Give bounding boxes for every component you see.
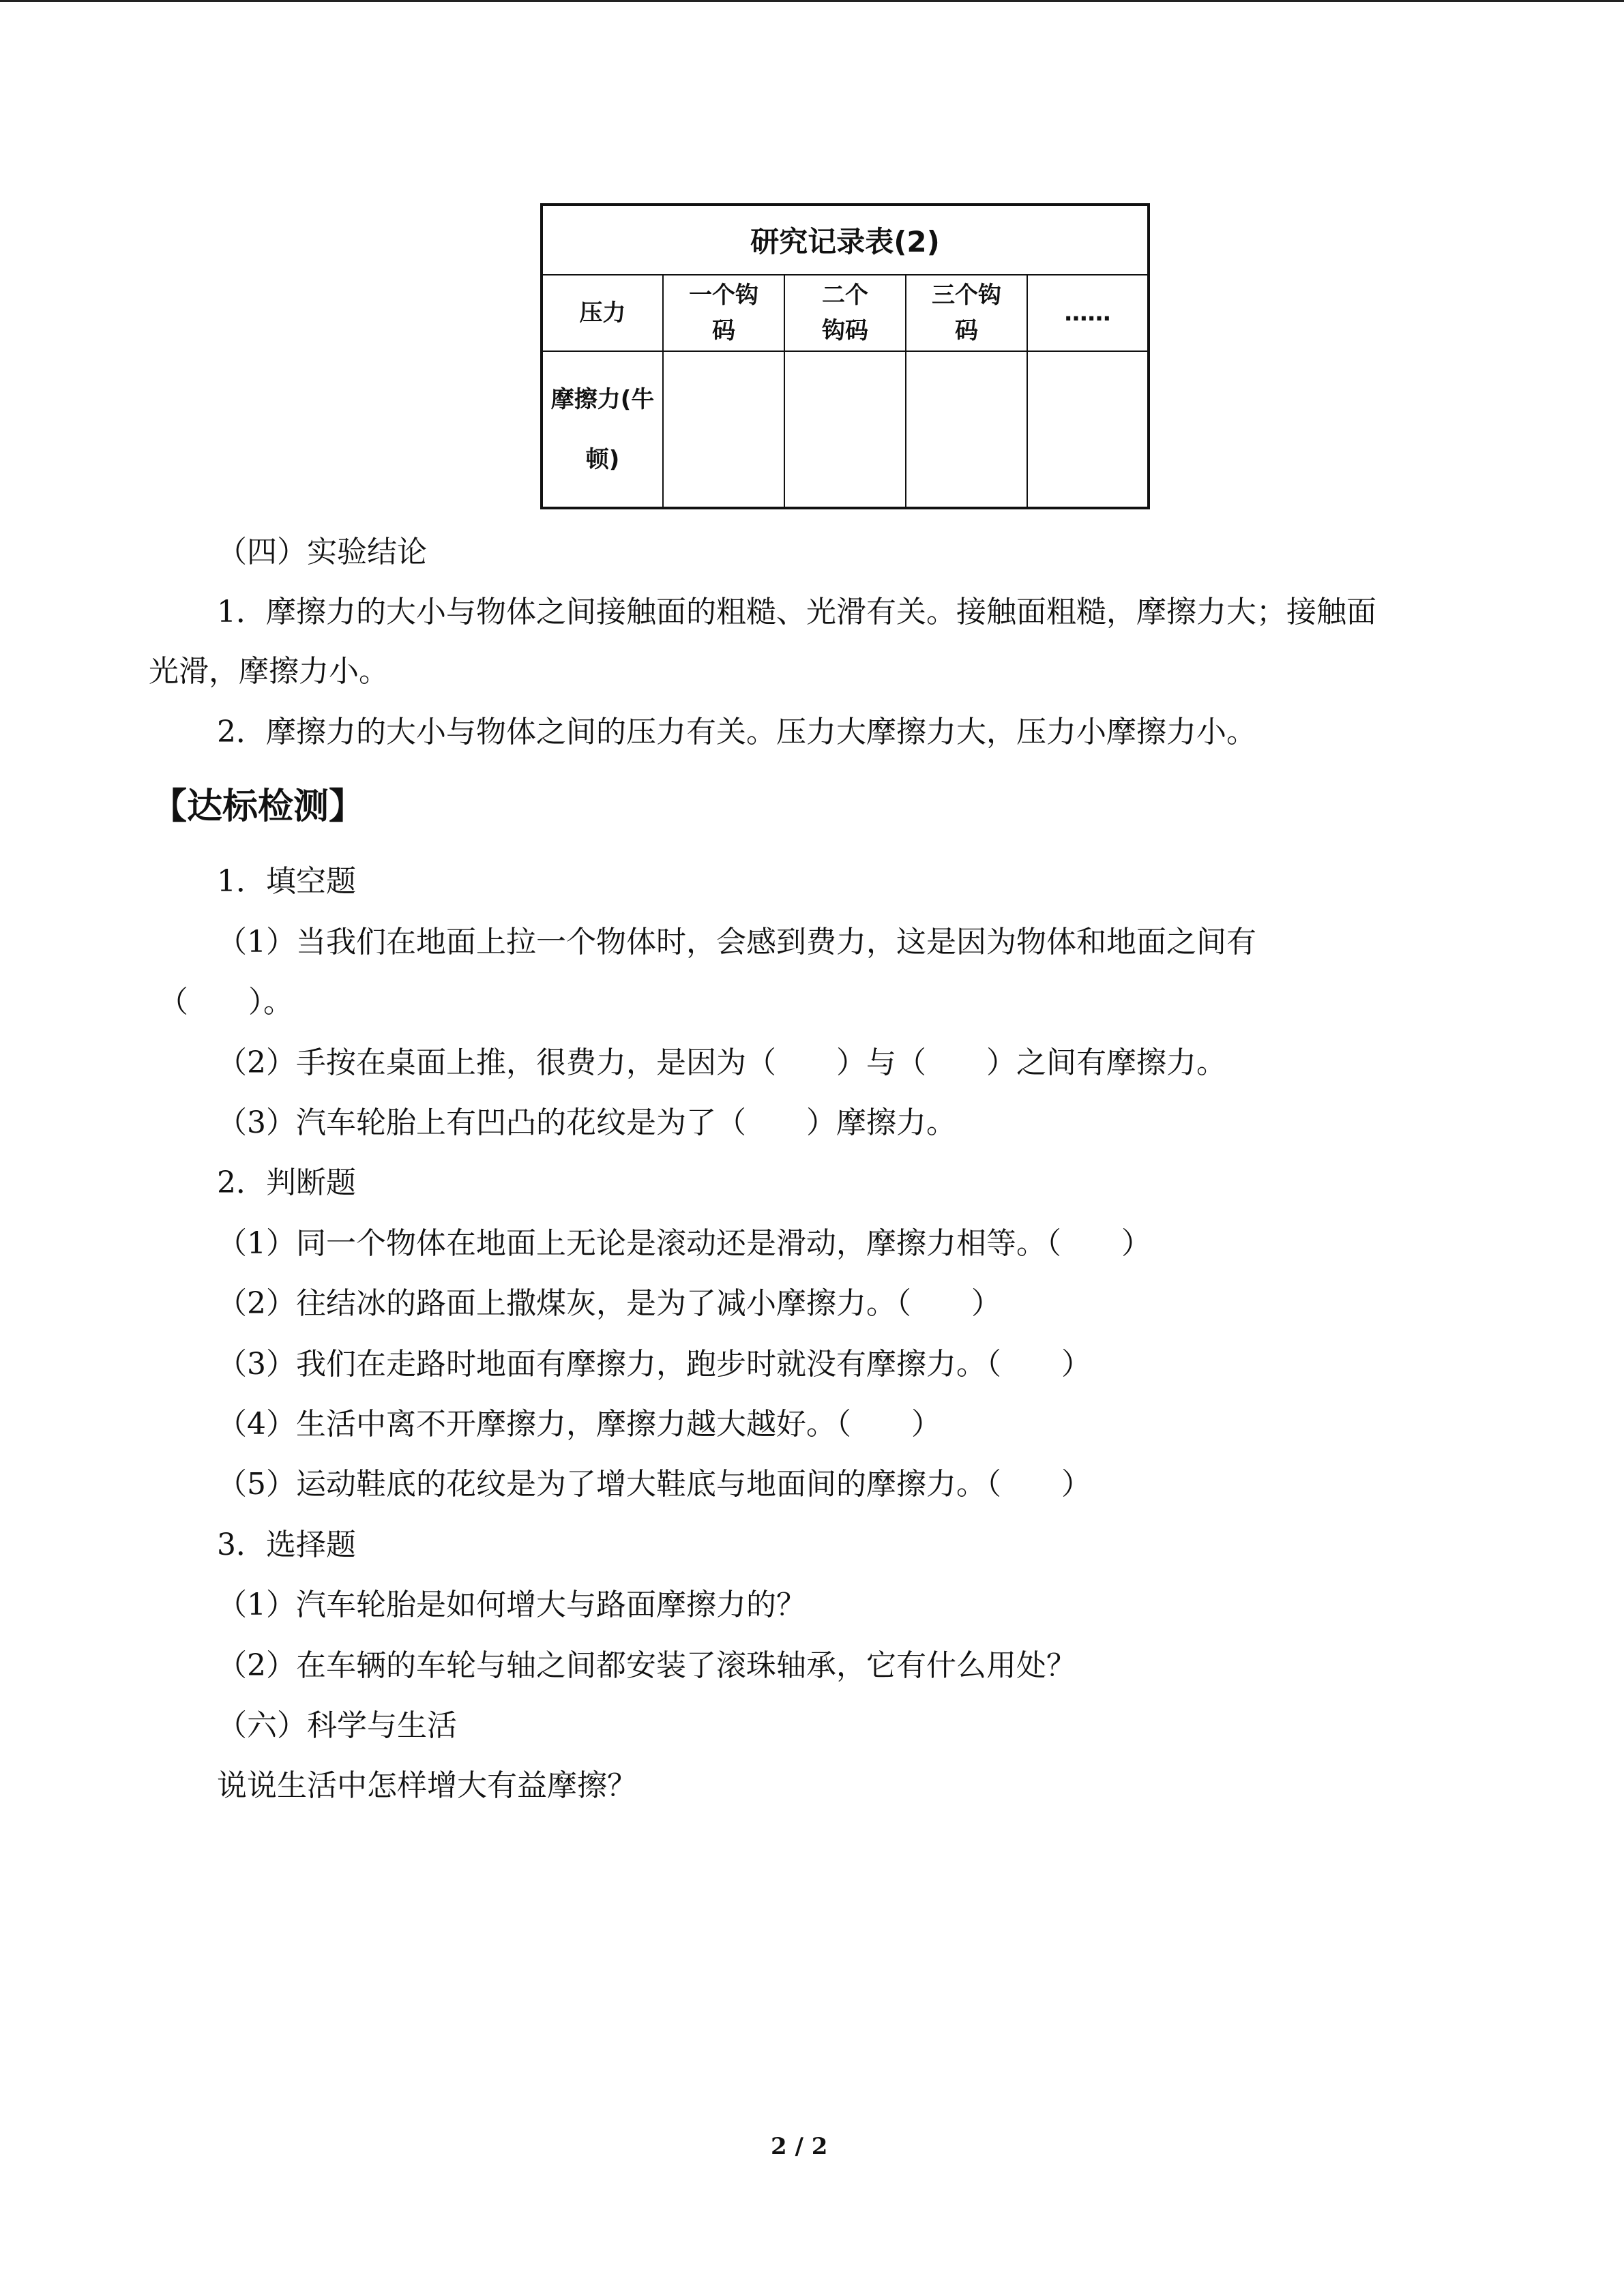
- header-two-weights: [784, 275, 906, 351]
- fill-blank-q1-line-2: （ ）。: [158, 985, 293, 1019]
- header-ellipsis: [1027, 275, 1149, 351]
- row-label-friction: [542, 351, 663, 508]
- judge-q5: （5）运动鞋底的花纹是为了增大鞋底与地面间的摩擦力。（ ）: [217, 1467, 1091, 1502]
- table-cell-empty[interactable]: [784, 351, 906, 508]
- choice-title: 3．选择题: [217, 1527, 356, 1562]
- fill-blank-q3: （3）汽车轮胎上有凹凸的花纹是为了（ ）摩擦力。: [217, 1105, 956, 1140]
- header-ellipsis-text: ……: [1064, 299, 1111, 327]
- row-label-friction-text: 摩擦力(牛 顿): [550, 385, 655, 473]
- header-pressure: [542, 275, 663, 351]
- conclusion-point-1-line-2: 光滑，摩擦力小。: [149, 654, 389, 689]
- judge-q2: （2）往结冰的路面上撒煤灰，是为了减小摩擦力。（ ）: [217, 1286, 1001, 1321]
- table-cell-empty[interactable]: [663, 351, 784, 508]
- header-three-weights-text: 三个钩 码: [932, 282, 1001, 344]
- choice-q1: （1）汽车轮胎是如何增大与路面摩擦力的？: [217, 1587, 806, 1622]
- header-one-weight-text: 一个钩 码: [689, 282, 758, 344]
- page-top-rule: [0, 0, 1624, 2]
- choice-q2: （2）在车辆的车轮与轴之间都安装了滚珠轴承，它有什么用处？: [217, 1648, 1076, 1683]
- conclusion-title: （四）实验结论: [217, 535, 427, 569]
- fill-blank-title: 1．填空题: [217, 864, 356, 899]
- conclusion-point-1-line-1: 1．摩擦力的大小与物体之间接触面的粗糙、光滑有关。接触面粗糙，摩擦力大；接触面: [217, 595, 1376, 629]
- judge-title: 2．判断题: [217, 1165, 356, 1200]
- judge-q4: （4）生活中离不开摩擦力，摩擦力越大越好。（ ）: [217, 1407, 941, 1442]
- life-title: （六）科学与生活: [217, 1708, 457, 1743]
- table-caption: 研究记录表(2): [542, 205, 1149, 275]
- page-number: 2 / 2: [771, 2133, 828, 2160]
- header-two-weights-text: 二个 钩码: [822, 282, 868, 344]
- judge-q3: （3）我们在走路时地面有摩擦力，跑步时就没有摩擦力。（ ）: [217, 1347, 1091, 1382]
- section-heading: 【达标检测】: [151, 786, 365, 827]
- life-question: 说说生活中怎样增大有益摩擦？: [217, 1768, 637, 1803]
- header-one-weight: [663, 275, 784, 351]
- header-pressure-text: 压力: [579, 299, 626, 327]
- research-record-table: [540, 203, 1150, 509]
- table-cell-empty[interactable]: [906, 351, 1027, 508]
- fill-blank-q1-line-1: （1）当我们在地面上拉一个物体时，会感到费力，这是因为物体和地面之间有: [217, 925, 1256, 959]
- header-three-weights: [906, 275, 1027, 351]
- judge-q1: （1）同一个物体在地面上无论是滚动还是滑动，摩擦力相等。（ ）: [217, 1226, 1151, 1261]
- conclusion-point-2: 2．摩擦力的大小与物体之间的压力有关。压力大摩擦力大，压力小摩擦力小。: [217, 715, 1256, 749]
- table-cell-empty[interactable]: [1027, 351, 1149, 508]
- fill-blank-q2: （2）手按在桌面上推，很费力，是因为（ ）与（ ）之间有摩擦力。: [217, 1045, 1226, 1080]
